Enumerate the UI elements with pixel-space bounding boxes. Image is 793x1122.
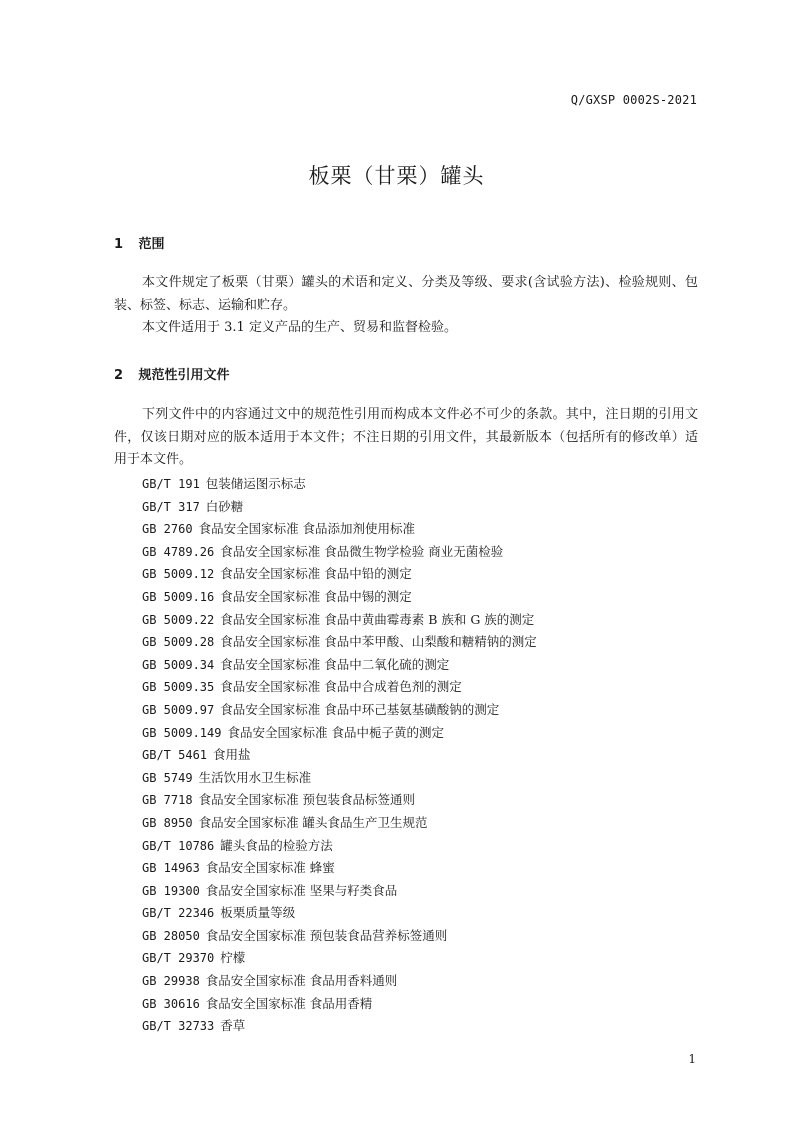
reference-title: 食品安全国家标准 罐头食品生产卫生规范 bbox=[198, 814, 428, 830]
reference-list bbox=[142, 473, 537, 1038]
reference-title: 食品安全国家标准 食品中苯甲酸、山梨酸和糖精钠的测定 bbox=[220, 634, 537, 650]
reference-title: 食品安全国家标准 食品中环己基氨基磺酸钠的测定 bbox=[220, 701, 500, 717]
reference-code: GB 14963 bbox=[142, 861, 200, 876]
scope-paragraph-1: 本文件规定了板栗（甘栗）罐头的术语和定义、分类及等级、要求(含试验方法)、检验规则、包装、标签、标志、运输和贮存。 bbox=[114, 275, 698, 313]
reference-title: 食品安全国家标准 蜂蜜 bbox=[205, 860, 335, 876]
reference-title: 食品安全国家标准 食品中合成着色剂的测定 bbox=[220, 679, 462, 695]
reference-title: 食品安全国家标准 食品中栀子黄的测定 bbox=[227, 724, 444, 740]
scope-paragraph-2: 本文件适用于 3.1 定义产品的生产、贸易和监督检验。 bbox=[142, 320, 457, 335]
section-title: 范围 bbox=[138, 237, 165, 252]
reference-code: GB 30616 bbox=[142, 996, 200, 1011]
reference-code: GB 2760 bbox=[142, 522, 193, 537]
references-intro-paragraph: 下列文件中的内容通过文中的规范性引用而构成本文件必不可少的条款。其中，注日期的引用文件，仅该日期对应的版本适用于本文件；不注日期的引用文件，其最新版本（包括所有的修改单）适用于本文件。 bbox=[114, 407, 698, 467]
reference-code: GB 5009.16 bbox=[142, 589, 215, 604]
reference-title: 香草 bbox=[220, 1018, 246, 1034]
section-heading-normative-references bbox=[114, 364, 230, 383]
reference-code: GB 8950 bbox=[142, 815, 193, 830]
reference-code: GB 5009.97 bbox=[142, 702, 215, 717]
reference-code: GB/T 32733 bbox=[142, 1019, 215, 1034]
reference-item bbox=[142, 496, 537, 519]
document-title: 板栗（甘栗）罐头 bbox=[308, 164, 485, 188]
reference-title: 板栗质量等级 bbox=[220, 905, 296, 921]
reference-title: 食品安全国家标准 食品中锡的测定 bbox=[220, 588, 412, 604]
reference-title: 白砂糖 bbox=[205, 498, 244, 514]
reference-item bbox=[142, 473, 537, 496]
reference-code: GB/T 317 bbox=[142, 499, 200, 514]
reference-item bbox=[142, 676, 537, 699]
reference-item bbox=[142, 609, 537, 632]
reference-code: GB 5009.34 bbox=[142, 657, 215, 672]
section-number: 1 bbox=[114, 237, 124, 252]
reference-code: GB 5749 bbox=[142, 770, 193, 785]
reference-item bbox=[142, 925, 537, 948]
reference-item bbox=[142, 835, 537, 858]
reference-title: 食品安全国家标准 食品添加剂使用标准 bbox=[198, 521, 416, 537]
reference-item bbox=[142, 947, 537, 970]
reference-item bbox=[142, 722, 537, 745]
section-heading-scope bbox=[114, 233, 165, 252]
reference-title: 食品安全国家标准 食品用香料通则 bbox=[205, 973, 398, 989]
reference-code: GB 4789.26 bbox=[142, 544, 215, 559]
reference-item bbox=[142, 812, 537, 835]
reference-title: 食品安全国家标准 食品中黄曲霉毒素 B 族和 G 族的测定 bbox=[220, 611, 535, 627]
reference-item bbox=[142, 631, 537, 654]
reference-code: GB/T 29370 bbox=[142, 951, 215, 966]
reference-item bbox=[142, 789, 537, 812]
reference-item bbox=[142, 518, 537, 541]
reference-item bbox=[142, 880, 537, 903]
reference-code: GB/T 191 bbox=[142, 477, 200, 491]
reference-item bbox=[142, 767, 537, 790]
reference-code: GB 5009.12 bbox=[142, 567, 215, 582]
reference-item bbox=[142, 586, 537, 609]
reference-code: GB/T 10786 bbox=[142, 838, 215, 853]
reference-title: 食用盐 bbox=[213, 747, 251, 763]
reference-title: 包装储运图示标志 bbox=[205, 476, 306, 491]
reference-title: 食品安全国家标准 食品中铅的测定 bbox=[220, 566, 412, 582]
reference-title: 食品安全国家标准 食品用香精 bbox=[205, 995, 373, 1011]
reference-item bbox=[142, 744, 537, 767]
reference-code: GB 5009.149 bbox=[142, 725, 222, 740]
reference-code: GB 28050 bbox=[142, 928, 200, 943]
reference-item bbox=[142, 541, 537, 564]
section-number: 2 bbox=[114, 368, 124, 383]
document-code: Q/GXSP 0002S-2021 bbox=[570, 93, 697, 107]
reference-title: 食品安全国家标准 食品微生物学检验 商业无菌检验 bbox=[220, 543, 504, 559]
page-number: 1 bbox=[688, 1052, 696, 1066]
reference-title: 食品安全国家标准 预包装食品标签通则 bbox=[198, 792, 416, 808]
reference-item bbox=[142, 993, 537, 1016]
reference-code: GB 29938 bbox=[142, 974, 200, 989]
reference-title: 生活饮用水卫生标准 bbox=[198, 769, 312, 785]
reference-item bbox=[142, 970, 537, 993]
reference-code: GB 7718 bbox=[142, 793, 193, 808]
section-title: 规范性引用文件 bbox=[138, 368, 230, 383]
reference-code: GB 19300 bbox=[142, 883, 200, 898]
reference-code: GB/T 22346 bbox=[142, 906, 215, 921]
reference-code: GB 5009.28 bbox=[142, 635, 215, 650]
reference-title: 食品安全国家标准 坚果与籽类食品 bbox=[205, 882, 398, 898]
reference-item bbox=[142, 857, 537, 880]
reference-title: 食品安全国家标准 食品中二氧化硫的测定 bbox=[220, 656, 450, 672]
reference-item bbox=[142, 654, 537, 677]
reference-title: 罐头食品的检验方法 bbox=[220, 837, 333, 853]
reference-code: GB/T 5461 bbox=[142, 748, 208, 763]
reference-item bbox=[142, 563, 537, 586]
reference-title: 食品安全国家标准 预包装食品营养标签通则 bbox=[205, 927, 448, 943]
reference-title: 柠檬 bbox=[220, 950, 246, 966]
reference-code: GB 5009.35 bbox=[142, 680, 215, 695]
reference-item bbox=[142, 902, 537, 925]
reference-code: GB 5009.22 bbox=[142, 612, 215, 627]
reference-item bbox=[142, 1015, 537, 1038]
reference-item bbox=[142, 699, 537, 722]
